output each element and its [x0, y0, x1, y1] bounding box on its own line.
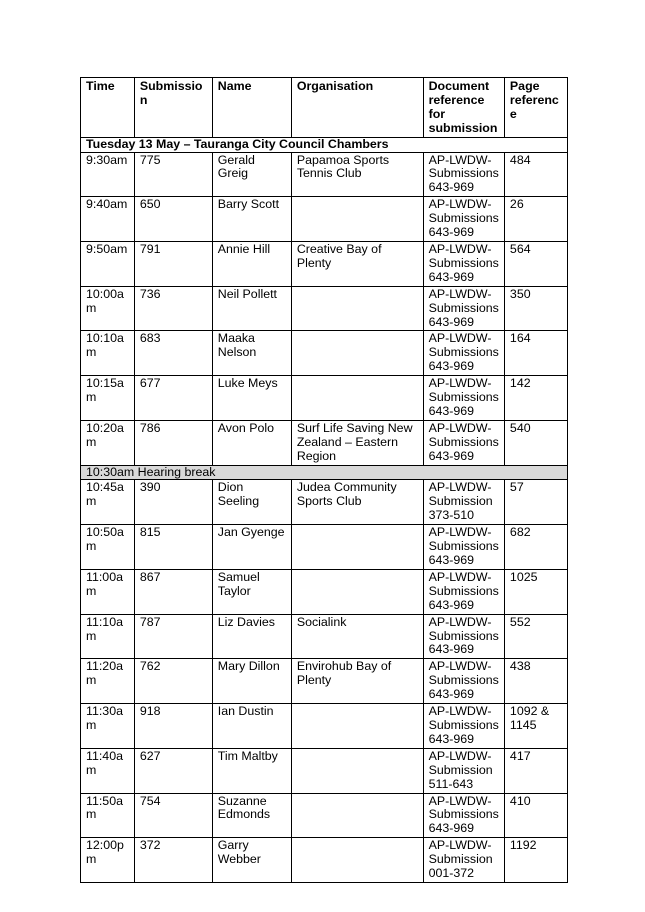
cell-page: 1092 & 1145 — [504, 704, 567, 749]
cell-submission: 775 — [134, 152, 212, 197]
header-submission: Submission — [134, 78, 212, 138]
section-title-row — [81, 137, 568, 152]
table-row — [81, 704, 568, 749]
table-row — [81, 376, 568, 421]
cell-name: Luke Meys — [212, 376, 291, 421]
cell-name: Jan Gyenge — [212, 525, 291, 570]
cell-page: 417 — [504, 748, 567, 793]
cell-organisation — [291, 838, 423, 883]
cell-submission: 390 — [134, 480, 212, 525]
cell-name: Samuel Taylor — [212, 569, 291, 614]
cell-organisation — [291, 748, 423, 793]
cell-name: Liz Davies — [212, 614, 291, 659]
cell-organisation: Socialink — [291, 614, 423, 659]
table-row — [81, 420, 568, 465]
table-row — [81, 241, 568, 286]
cell-name: Gerald Greig — [212, 152, 291, 197]
cell-page: 540 — [504, 420, 567, 465]
cell-page: 484 — [504, 152, 567, 197]
cell-time: 10:50am — [81, 525, 135, 570]
cell-document: AP-LWDW- Submissions 643-969 — [423, 659, 504, 704]
cell-submission: 627 — [134, 748, 212, 793]
cell-time: 10:00am — [81, 286, 135, 331]
header-organisation: Organisation — [291, 78, 423, 138]
cell-submission: 677 — [134, 376, 212, 421]
cell-submission: 762 — [134, 659, 212, 704]
cell-page: 350 — [504, 286, 567, 331]
header-name: Name — [212, 78, 291, 138]
header-page-reference: Page reference — [504, 78, 567, 138]
cell-time: 11:30am — [81, 704, 135, 749]
cell-submission: 372 — [134, 838, 212, 883]
cell-document: AP-LWDW- Submission 373-510 — [423, 480, 504, 525]
cell-document: AP-LWDW- Submissions 643-969 — [423, 525, 504, 570]
cell-document: AP-LWDW- Submission 001-372 — [423, 838, 504, 883]
section-title: Tuesday 13 May – Tauranga City Council Chambers — [81, 137, 568, 152]
hearing-break-row — [81, 465, 568, 480]
cell-name: Maaka Nelson — [212, 331, 291, 376]
cell-time: 11:00am — [81, 569, 135, 614]
cell-document: AP-LWDW- Submissions 643-969 — [423, 197, 504, 242]
cell-submission: 867 — [134, 569, 212, 614]
cell-submission: 787 — [134, 614, 212, 659]
cell-document: AP-LWDW- Submissions 643-969 — [423, 704, 504, 749]
cell-page: 1025 — [504, 569, 567, 614]
cell-page: 26 — [504, 197, 567, 242]
cell-time: 9:40am — [81, 197, 135, 242]
cell-document: AP-LWDW- Submissions 643-969 — [423, 376, 504, 421]
table-row — [81, 748, 568, 793]
table-row — [81, 331, 568, 376]
cell-time: 10:10am — [81, 331, 135, 376]
cell-organisation: Creative Bay of Plenty — [291, 241, 423, 286]
cell-organisation: Envirohub Bay of Plenty — [291, 659, 423, 704]
cell-organisation: Surf Life Saving New Zealand – Eastern Region — [291, 420, 423, 465]
cell-name: Mary Dillon — [212, 659, 291, 704]
cell-page: 1192 — [504, 838, 567, 883]
cell-page: 682 — [504, 525, 567, 570]
cell-name: Neil Pollett — [212, 286, 291, 331]
cell-time: 11:20am — [81, 659, 135, 704]
cell-document: AP-LWDW- Submissions 643-969 — [423, 241, 504, 286]
table-row — [81, 286, 568, 331]
cell-submission: 736 — [134, 286, 212, 331]
cell-organisation — [291, 197, 423, 242]
header-row — [81, 78, 568, 138]
cell-page: 57 — [504, 480, 567, 525]
table-row — [81, 525, 568, 570]
cell-organisation: Papamoa Sports Tennis Club — [291, 152, 423, 197]
cell-page: 438 — [504, 659, 567, 704]
cell-time: 10:20am — [81, 420, 135, 465]
cell-name: Ian Dustin — [212, 704, 291, 749]
cell-time: 9:50am — [81, 241, 135, 286]
cell-time: 9:30am — [81, 152, 135, 197]
table-row — [81, 152, 568, 197]
cell-document: AP-LWDW- Submissions 643-969 — [423, 614, 504, 659]
cell-name: Garry Webber — [212, 838, 291, 883]
cell-organisation — [291, 704, 423, 749]
cell-organisation — [291, 331, 423, 376]
cell-document: AP-LWDW- Submissions 643-969 — [423, 569, 504, 614]
cell-submission: 815 — [134, 525, 212, 570]
header-document-reference: Document reference for submission — [423, 78, 504, 138]
hearing-break-label: 10:30am Hearing break — [81, 465, 568, 480]
table-row — [81, 793, 568, 838]
cell-time: 10:45am — [81, 480, 135, 525]
cell-document: AP-LWDW- Submissions 643-969 — [423, 793, 504, 838]
cell-time: 11:10am — [81, 614, 135, 659]
cell-page: 142 — [504, 376, 567, 421]
cell-name: Annie Hill — [212, 241, 291, 286]
cell-organisation — [291, 525, 423, 570]
cell-page: 552 — [504, 614, 567, 659]
cell-organisation: Judea Community Sports Club — [291, 480, 423, 525]
cell-submission: 918 — [134, 704, 212, 749]
cell-page: 164 — [504, 331, 567, 376]
cell-document: AP-LWDW- Submissions 643-969 — [423, 420, 504, 465]
table-row — [81, 614, 568, 659]
cell-name: Suzanne Edmonds — [212, 793, 291, 838]
cell-organisation — [291, 286, 423, 331]
cell-document: AP-LWDW- Submissions 643-969 — [423, 331, 504, 376]
cell-organisation — [291, 376, 423, 421]
cell-organisation — [291, 569, 423, 614]
cell-document: AP-LWDW- Submission 511-643 — [423, 748, 504, 793]
cell-name: Tim Maltby — [212, 748, 291, 793]
table-row — [81, 197, 568, 242]
cell-submission: 754 — [134, 793, 212, 838]
cell-submission: 650 — [134, 197, 212, 242]
cell-submission: 683 — [134, 331, 212, 376]
table-row — [81, 480, 568, 525]
cell-submission: 791 — [134, 241, 212, 286]
cell-time: 11:50am — [81, 793, 135, 838]
cell-name: Barry Scott — [212, 197, 291, 242]
cell-page: 564 — [504, 241, 567, 286]
cell-name: Dion Seeling — [212, 480, 291, 525]
table-row — [81, 569, 568, 614]
cell-time: 10:15am — [81, 376, 135, 421]
cell-time: 11:40am — [81, 748, 135, 793]
cell-submission: 786 — [134, 420, 212, 465]
cell-organisation — [291, 793, 423, 838]
cell-page: 410 — [504, 793, 567, 838]
cell-document: AP-LWDW- Submissions 643-969 — [423, 152, 504, 197]
table-row — [81, 659, 568, 704]
table-row — [81, 838, 568, 883]
hearing-schedule-table — [80, 77, 568, 883]
cell-name: Avon Polo — [212, 420, 291, 465]
cell-document: AP-LWDW- Submissions 643-969 — [423, 286, 504, 331]
cell-time: 12:00pm — [81, 838, 135, 883]
header-time: Time — [81, 78, 135, 138]
